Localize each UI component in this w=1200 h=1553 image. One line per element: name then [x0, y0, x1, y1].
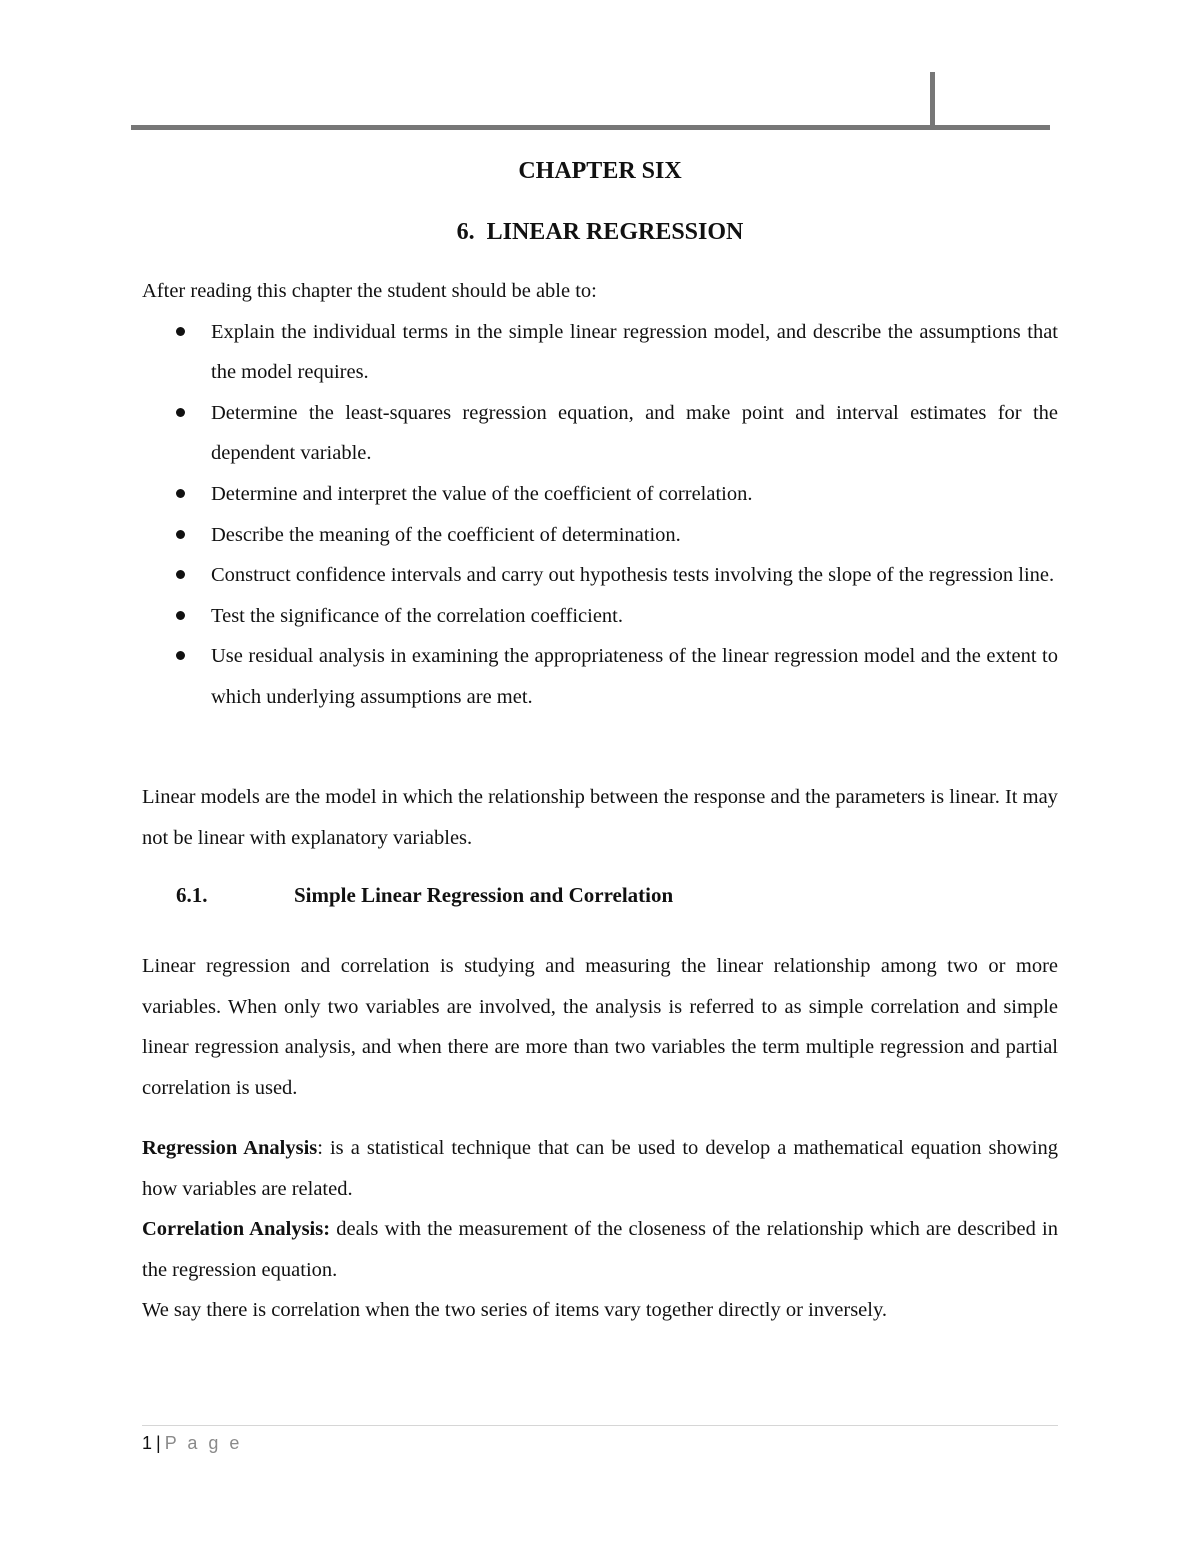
footer-rule [142, 1425, 1058, 1426]
bullet-icon [176, 408, 185, 417]
objective-text: Determine and interpret the value of the coefficient of correlation. [211, 482, 753, 505]
section-title: Simple Linear Regression and Correlation [294, 883, 674, 907]
objective-item [142, 555, 1058, 596]
correlation-text: deals with the measurement of the closeness of the relationship which are described in the regression equation. [142, 1218, 1058, 1281]
intro-sentence: After reading this chapter the student should be able to: [142, 280, 597, 302]
definitions-block [142, 1128, 1058, 1331]
page-number: 1 [142, 1433, 153, 1453]
regression-definition [142, 1128, 1058, 1209]
objective-item [142, 312, 1058, 393]
section-heading [176, 883, 673, 908]
objective-item [142, 515, 1058, 556]
objective-text: Test the significance of the correlation coefficient. [211, 604, 623, 627]
objective-item [142, 596, 1058, 637]
main-heading [0, 219, 1200, 246]
objective-item [142, 474, 1058, 515]
linear-models-paragraph: Linear models are the model in which the relationship between the response and the parameters is linear. It may not be linear with explanatory variables. [142, 786, 1058, 849]
bullet-icon [176, 611, 185, 620]
page-footer [142, 1433, 242, 1454]
objectives-list [142, 312, 1058, 718]
header-tick [930, 72, 935, 129]
header-rule [131, 125, 1050, 130]
objective-text: Construct confidence intervals and carry out hypothesis tests involving the slope of the regression line. [211, 564, 1055, 587]
footer-separator: | [156, 1433, 161, 1453]
bullet-icon [176, 327, 185, 336]
objectives-block [142, 271, 1058, 718]
objective-text: Explain the individual terms in the simple linear regression model, and describe the assumptions that the model requires. [211, 320, 1058, 384]
objective-text: Use residual analysis in examining the appropriateness of the linear regression model and the extent to which underlying assumptions are met. [211, 645, 1058, 708]
bullet-icon [176, 651, 185, 660]
regression-term: Regression Analysis [142, 1137, 318, 1159]
correlation-term: Correlation Analysis: [142, 1218, 331, 1241]
objective-item [142, 636, 1058, 717]
bullet-icon [176, 489, 185, 498]
page-label: P a g e [164, 1433, 243, 1453]
objective-item [142, 393, 1058, 474]
main-heading-number: 6. [456, 219, 475, 245]
chapter-title: CHAPTER SIX [518, 158, 682, 184]
objective-text: Describe the meaning of the coefficient of determination. [211, 523, 681, 546]
bullet-icon [176, 530, 185, 539]
objective-text: Determine the least-squares regression equation, and make point and interval estimates for the dependent variable. [211, 401, 1058, 465]
main-heading-text: LINEAR REGRESSION [486, 219, 744, 245]
regression-text: : is a statistical technique that can be used to develop a mathematical equation showing how variables are related. [142, 1137, 1058, 1200]
regression-correlation-paragraph: Linear regression and correlation is studying and measuring the linear relationship among two or more variables. When only two variables are involved, the analysis is referred to as simple correlation and simple linear regression analysis, and when there are more than two variables the term multiple regression and partial correlation is used. [142, 955, 1058, 1099]
closing-sentence: We say there is correlation when the two series of items vary together directly or inversely. [142, 1299, 888, 1322]
correlation-definition [142, 1209, 1058, 1290]
section-number: 6.1. [176, 883, 208, 907]
bullet-icon [176, 570, 185, 579]
